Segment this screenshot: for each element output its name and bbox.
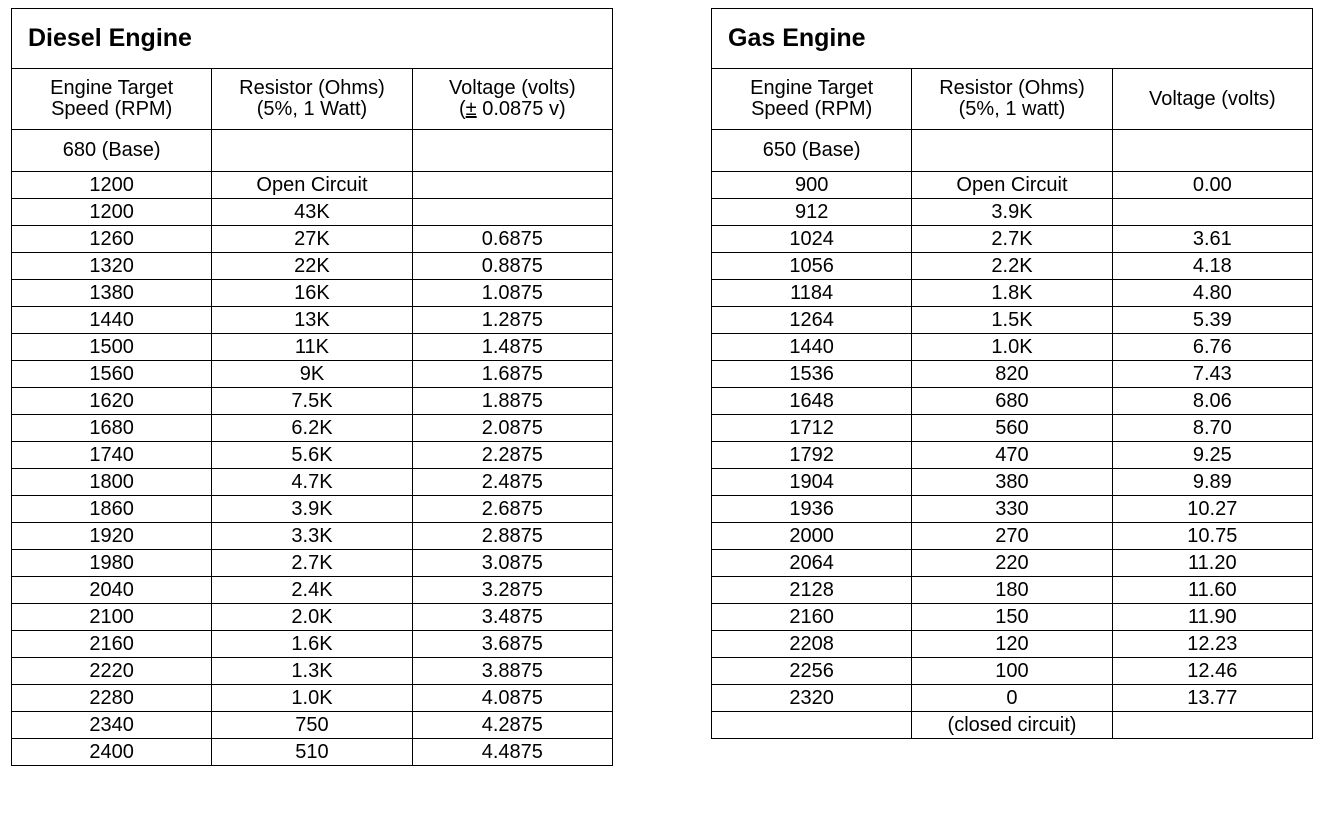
cell-voltage: 4.0875 xyxy=(412,685,612,712)
cell-resistor: 27K xyxy=(212,226,412,253)
gas-resistor-header xyxy=(912,69,1112,130)
table-row xyxy=(12,253,613,280)
diesel-base-resistor xyxy=(212,130,412,172)
table-row xyxy=(12,577,613,604)
table-row xyxy=(12,280,613,307)
diesel-engine-table xyxy=(11,8,613,766)
table-row xyxy=(712,361,1313,388)
table-row xyxy=(12,685,613,712)
cell-speed: 1184 xyxy=(712,280,912,307)
table-row xyxy=(712,307,1313,334)
diesel-resistor-header-line2: (5%, 1 Watt) xyxy=(256,98,368,120)
cell-voltage: 0.6875 xyxy=(412,226,612,253)
diesel-voltage-header-line1: Voltage (volts) xyxy=(448,77,576,99)
cell-voltage: 1.6875 xyxy=(412,361,612,388)
diesel-speed-header xyxy=(12,69,212,130)
diesel-voltage-tolerance: 0.0875 v) xyxy=(476,98,566,120)
cell-speed: 1740 xyxy=(12,442,212,469)
cell-voltage: 1.8875 xyxy=(412,388,612,415)
cell-resistor: 220 xyxy=(912,550,1112,577)
table-row xyxy=(12,631,613,658)
plus-minus-symbol: ± xyxy=(465,98,477,120)
cell-voltage: 9.25 xyxy=(1112,442,1312,469)
cell-speed xyxy=(712,712,912,739)
table-row xyxy=(712,415,1313,442)
cell-speed: 1648 xyxy=(712,388,912,415)
gas-speed-header-line1: Engine Target xyxy=(750,77,874,99)
diesel-base-row xyxy=(12,130,613,172)
table-row xyxy=(712,199,1313,226)
cell-voltage: 4.4875 xyxy=(412,739,612,766)
table-row xyxy=(12,523,613,550)
table-row xyxy=(712,442,1313,469)
cell-resistor: 6.2K xyxy=(212,415,412,442)
cell-speed: 1800 xyxy=(12,469,212,496)
cell-voltage: 0.00 xyxy=(1112,172,1312,199)
cell-voltage: 2.2875 xyxy=(412,442,612,469)
cell-resistor: 380 xyxy=(912,469,1112,496)
cell-resistor: 3.9K xyxy=(912,199,1112,226)
table-row xyxy=(12,739,613,766)
table-row xyxy=(12,388,613,415)
cell-voltage: 11.20 xyxy=(1112,550,1312,577)
cell-resistor: 2.7K xyxy=(912,226,1112,253)
cell-voltage: 3.61 xyxy=(1112,226,1312,253)
cell-speed: 1440 xyxy=(712,334,912,361)
cell-speed: 2400 xyxy=(12,739,212,766)
cell-speed: 912 xyxy=(712,199,912,226)
cell-resistor: 4.7K xyxy=(212,469,412,496)
cell-resistor: 330 xyxy=(912,496,1112,523)
cell-voltage: 12.23 xyxy=(1112,631,1312,658)
cell-resistor: 1.3K xyxy=(212,658,412,685)
cell-resistor: 180 xyxy=(912,577,1112,604)
cell-speed: 1860 xyxy=(12,496,212,523)
gas-table-title: Gas Engine xyxy=(712,9,1313,69)
cell-voltage: 3.8875 xyxy=(412,658,612,685)
cell-resistor: 5.6K xyxy=(212,442,412,469)
cell-speed: 2280 xyxy=(12,685,212,712)
cell-speed: 2100 xyxy=(12,604,212,631)
cell-speed: 1904 xyxy=(712,469,912,496)
cell-resistor: 22K xyxy=(212,253,412,280)
cell-speed: 2220 xyxy=(12,658,212,685)
table-row xyxy=(712,469,1313,496)
cell-voltage: 3.4875 xyxy=(412,604,612,631)
cell-resistor: 3.3K xyxy=(212,523,412,550)
cell-resistor: 820 xyxy=(912,361,1112,388)
cell-speed: 1936 xyxy=(712,496,912,523)
table-row xyxy=(712,226,1313,253)
cell-speed: 1200 xyxy=(12,199,212,226)
cell-speed: 1920 xyxy=(12,523,212,550)
cell-speed: 1712 xyxy=(712,415,912,442)
cell-voltage: 3.0875 xyxy=(412,550,612,577)
cell-resistor: 3.9K xyxy=(212,496,412,523)
diesel-voltage-open-paren: ( xyxy=(459,98,466,120)
diesel-resistor-header xyxy=(212,69,412,130)
cell-resistor: 13K xyxy=(212,307,412,334)
cell-speed: 1440 xyxy=(12,307,212,334)
table-row xyxy=(12,604,613,631)
gas-base-voltage xyxy=(1112,130,1312,172)
cell-resistor: 270 xyxy=(912,523,1112,550)
cell-voltage: 10.27 xyxy=(1112,496,1312,523)
cell-voltage: 0.8875 xyxy=(412,253,612,280)
cell-speed: 1264 xyxy=(712,307,912,334)
cell-resistor: 680 xyxy=(912,388,1112,415)
table-row xyxy=(12,442,613,469)
cell-voltage: 7.43 xyxy=(1112,361,1312,388)
cell-resistor: (closed circuit) xyxy=(912,712,1112,739)
cell-speed: 1680 xyxy=(12,415,212,442)
cell-voltage: 8.06 xyxy=(1112,388,1312,415)
cell-resistor: 120 xyxy=(912,631,1112,658)
table-row xyxy=(12,334,613,361)
gas-base-row xyxy=(712,130,1313,172)
diesel-resistor-header-line1: Resistor (Ohms) xyxy=(239,77,385,99)
table-row xyxy=(12,307,613,334)
cell-resistor: 150 xyxy=(912,604,1112,631)
cell-voltage: 11.90 xyxy=(1112,604,1312,631)
cell-voltage: 2.6875 xyxy=(412,496,612,523)
table-row xyxy=(712,658,1313,685)
cell-speed: 2340 xyxy=(12,712,212,739)
cell-voltage: 12.46 xyxy=(1112,658,1312,685)
table-row xyxy=(12,172,613,199)
table-row xyxy=(712,604,1313,631)
table-row xyxy=(712,523,1313,550)
cell-voltage: 2.8875 xyxy=(412,523,612,550)
cell-voltage: 1.4875 xyxy=(412,334,612,361)
table-row xyxy=(712,280,1313,307)
cell-speed: 2320 xyxy=(712,685,912,712)
table-row xyxy=(12,658,613,685)
diesel-speed-header-line2: Speed (RPM) xyxy=(51,98,173,120)
cell-voltage: 1.0875 xyxy=(412,280,612,307)
cell-voltage xyxy=(412,172,612,199)
table-row xyxy=(12,550,613,577)
cell-speed: 1320 xyxy=(12,253,212,280)
cell-voltage xyxy=(412,199,612,226)
table-row xyxy=(12,226,613,253)
table-row xyxy=(712,253,1313,280)
cell-resistor: 11K xyxy=(212,334,412,361)
gas-resistor-header-line2: (5%, 1 watt) xyxy=(958,98,1066,120)
gas-resistor-header-line1: Resistor (Ohms) xyxy=(939,77,1085,99)
diesel-voltage-header-line2 xyxy=(413,99,612,120)
diesel-voltage-header xyxy=(412,69,612,130)
cell-voltage: 11.60 xyxy=(1112,577,1312,604)
cell-voltage: 2.0875 xyxy=(412,415,612,442)
cell-speed: 2160 xyxy=(12,631,212,658)
table-row xyxy=(12,712,613,739)
cell-resistor: 1.6K xyxy=(212,631,412,658)
table-row xyxy=(712,685,1313,712)
cell-voltage: 1.2875 xyxy=(412,307,612,334)
cell-voltage: 2.4875 xyxy=(412,469,612,496)
cell-voltage: 3.2875 xyxy=(412,577,612,604)
cell-voltage xyxy=(1112,199,1312,226)
gas-engine-table xyxy=(711,8,1313,739)
gas-voltage-header: Voltage (volts) xyxy=(1112,69,1312,130)
cell-speed: 1056 xyxy=(712,253,912,280)
table-row xyxy=(12,199,613,226)
table-row xyxy=(712,334,1313,361)
cell-voltage: 10.75 xyxy=(1112,523,1312,550)
table-row xyxy=(12,496,613,523)
cell-resistor: 2.7K xyxy=(212,550,412,577)
cell-resistor: 100 xyxy=(912,658,1112,685)
cell-resistor: 470 xyxy=(912,442,1112,469)
cell-resistor: 7.5K xyxy=(212,388,412,415)
diesel-speed-header-line1: Engine Target xyxy=(50,77,174,99)
cell-resistor: 1.0K xyxy=(912,334,1112,361)
cell-speed: 2160 xyxy=(712,604,912,631)
cell-voltage: 4.2875 xyxy=(412,712,612,739)
table-row xyxy=(712,172,1313,199)
cell-voltage xyxy=(1112,712,1312,739)
diesel-table-title: Diesel Engine xyxy=(12,9,613,69)
cell-speed: 2000 xyxy=(712,523,912,550)
gas-speed-header-line2: Speed (RPM) xyxy=(751,98,873,120)
cell-speed: 900 xyxy=(712,172,912,199)
cell-resistor: 2.0K xyxy=(212,604,412,631)
cell-speed: 1380 xyxy=(12,280,212,307)
cell-voltage: 4.80 xyxy=(1112,280,1312,307)
cell-voltage: 9.89 xyxy=(1112,469,1312,496)
cell-speed: 2128 xyxy=(712,577,912,604)
table-row xyxy=(12,469,613,496)
cell-resistor: Open Circuit xyxy=(912,172,1112,199)
cell-speed: 1792 xyxy=(712,442,912,469)
table-row xyxy=(12,415,613,442)
cell-speed: 2064 xyxy=(712,550,912,577)
cell-speed: 1620 xyxy=(12,388,212,415)
cell-voltage: 4.18 xyxy=(1112,253,1312,280)
cell-speed: 1980 xyxy=(12,550,212,577)
table-row xyxy=(712,550,1313,577)
table-row xyxy=(12,361,613,388)
table-row xyxy=(712,712,1313,739)
gas-base-speed: 650 (Base) xyxy=(712,130,912,172)
cell-resistor: 2.4K xyxy=(212,577,412,604)
cell-resistor: Open Circuit xyxy=(212,172,412,199)
cell-resistor: 1.0K xyxy=(212,685,412,712)
cell-resistor: 510 xyxy=(212,739,412,766)
cell-resistor: 9K xyxy=(212,361,412,388)
cell-speed: 1500 xyxy=(12,334,212,361)
cell-resistor: 1.8K xyxy=(912,280,1112,307)
cell-voltage: 3.6875 xyxy=(412,631,612,658)
cell-voltage: 8.70 xyxy=(1112,415,1312,442)
cell-voltage: 5.39 xyxy=(1112,307,1312,334)
cell-resistor: 750 xyxy=(212,712,412,739)
cell-speed: 1260 xyxy=(12,226,212,253)
cell-speed: 2208 xyxy=(712,631,912,658)
diesel-base-voltage xyxy=(412,130,612,172)
cell-speed: 1024 xyxy=(712,226,912,253)
cell-voltage: 13.77 xyxy=(1112,685,1312,712)
cell-resistor: 2.2K xyxy=(912,253,1112,280)
cell-resistor: 1.5K xyxy=(912,307,1112,334)
table-row xyxy=(712,496,1313,523)
cell-speed: 2256 xyxy=(712,658,912,685)
cell-resistor: 16K xyxy=(212,280,412,307)
cell-resistor: 43K xyxy=(212,199,412,226)
cell-speed: 1560 xyxy=(12,361,212,388)
cell-voltage: 6.76 xyxy=(1112,334,1312,361)
cell-speed: 1200 xyxy=(12,172,212,199)
table-row xyxy=(712,631,1313,658)
cell-speed: 1536 xyxy=(712,361,912,388)
cell-resistor: 560 xyxy=(912,415,1112,442)
gas-base-resistor xyxy=(912,130,1112,172)
table-row xyxy=(712,577,1313,604)
gas-speed-header xyxy=(712,69,912,130)
table-row xyxy=(712,388,1313,415)
diesel-base-speed: 680 (Base) xyxy=(12,130,212,172)
cell-resistor: 0 xyxy=(912,685,1112,712)
cell-speed: 2040 xyxy=(12,577,212,604)
